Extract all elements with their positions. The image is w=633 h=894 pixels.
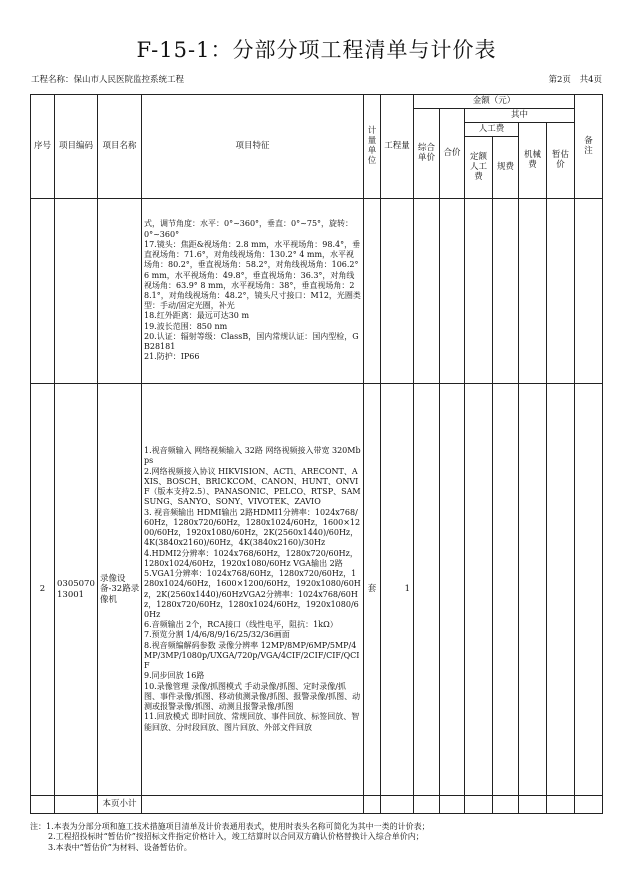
- feature-line: 11.回放模式 即时回放、常规回放、事件回放、标签回放、智能回放、分时段回放、图片回放、外部文件回放: [144, 712, 360, 732]
- feature-line: 7.预览分割 1/4/6/8/9/16/25/32/36画面: [144, 630, 290, 640]
- feature-line: 4.HDMI2分辨率：1024x768/60Hz，1280x720/60Hz，1280x1024/60Hz，1920x1080/60Hz VGA输出 2路: [144, 548, 358, 568]
- header-unit: 计量单位: [364, 95, 381, 199]
- footnotes: [30, 822, 430, 853]
- feature-line: 2.网络视频接入协议 HIKVISION、ACTi、ARECONT、AXIS、BOSCH、BRICKCOM、CANON、HUNT、ONVIF（版本支持2.5）、PANASONIC、PELCO、RTSP、SAMSUNG、SANYO、SONY、VIVOTEK、ZAVIO: [144, 466, 361, 507]
- header-labor: 人工费: [465, 123, 519, 137]
- header-total: 合价: [440, 109, 465, 199]
- subtotal-row: [31, 796, 603, 814]
- feature-line: 10.录像管理 录像/抓图模式 手动录像/抓图、定时录像/抓图、事件录像/抓图、移动侦测录像/抓图、报警录像/抓图、动测或报警录像/抓图、动测且报警录像/抓图: [144, 681, 361, 712]
- feature-line: 3. 视音频输出 HDMI输出 2路HDMI1分辨率：1024x768/60Hz，1280x720/60Hz，1280x1024/60Hz，1600×1200/60Hz，1920x1080/60Hz，2K(2560x1440)/60Hz，4K(3840x2160)/60Hz，4K(3840x2160)/30Hz: [144, 507, 361, 548]
- footnote-line: 2.工程招投标时“暂估价”按招标文件指定价格计入，竣工结算时以合同双方确认价格替换计入综合单价内；: [48, 832, 424, 842]
- header-machine: 机械费: [519, 123, 547, 199]
- header-of-which: 其中: [465, 109, 575, 123]
- table-row: [31, 384, 603, 796]
- feature-line: 19.波长范围：850 nm: [144, 321, 228, 331]
- header-seq: 序号: [31, 95, 55, 199]
- footnote-line: 注：1.本表为分部分项和施工技术措施项目清单及计价表通用表式，使用时表头名称可简化为其中一类的计价表；: [30, 822, 430, 831]
- feature-line: 17.镜头：焦距&视场角：2.8 mm，水平视场角：98.4°，垂直视场角：71.6°，对角线视场角：130.2° 4 mm，水平视场角：80.2°，垂直视场角：58.2°，对角线视场角：106.2° 6 mm，水平视场角：49.8°，垂直视场角：36.3°，对角线视场角：63.9° 8 mm，水平视场角：38°，垂直视场角：28.1°，对角线视场角：48.2°，镜头尺寸接口：M12，光圈类型：手动/固定光圈，补光: [144, 239, 361, 311]
- header-composite-price: 综合单价: [414, 109, 440, 199]
- feature-line: 6.音频输出 2个，RCA接口（线性电平，阻抗：1kΩ）: [144, 620, 338, 630]
- project-name: 工程名称：保山市人民医院监控系统工程: [31, 75, 185, 85]
- subtotal-label: 本页小计: [98, 796, 142, 814]
- header-fees: 规费: [493, 137, 519, 199]
- header-fixed-labor: 定额人工费: [465, 137, 493, 199]
- feature-cell: [142, 199, 364, 384]
- feature-line: 18.红外距离：最远可达30 m: [144, 311, 250, 321]
- row-seq: 2: [31, 384, 55, 796]
- row-qty: 1: [381, 384, 414, 796]
- page-indicator: [542, 73, 602, 85]
- feature-line: 1.视音频输入 网络视频输入 32路 网络视频接入带宽 320Mbps: [144, 446, 361, 466]
- table-row: [31, 199, 603, 384]
- page-total: 共4页: [579, 75, 602, 85]
- page-title: F-15-1：分部分项工程清单与计价表: [136, 38, 497, 62]
- feature-line: 5.VGA1分辨率：1024x768/60Hz，1280x720/60Hz，1280x1024/60Hz，1600×1200/60Hz，1920x1080/60Hz，2K(2560x1440)/60HzVGA2分辨率：1024x768/60Hz，1280x720/60Hz，1280x1024/60Hz，1920x1080/60Hz: [144, 569, 361, 619]
- header-name: 项目名称: [98, 95, 142, 199]
- page-number: 第2页: [548, 75, 571, 85]
- header-remark: 备注: [575, 95, 603, 199]
- footnote-line: 3.本表中“暂估价”为材料、设备暂估价。: [48, 842, 192, 852]
- row-name: 录像设备-32路录像机: [98, 384, 142, 796]
- feature-line: 20.认证：辐射等级：ClassB，国内常规认证：国内型检，GB28181: [144, 331, 359, 352]
- header-provisional: 暂估价: [547, 123, 575, 199]
- feature-line: 21.防护：IP66: [144, 352, 200, 362]
- header-feature: 项目特征: [142, 95, 364, 199]
- row-code: 030507013001: [55, 384, 98, 796]
- feature-line: 9.同步回放 16路: [144, 671, 205, 681]
- bill-table: [30, 94, 603, 814]
- header-amount: 金额（元）: [414, 95, 575, 109]
- feature-cell: [142, 384, 364, 796]
- row-unit: 套: [364, 384, 381, 796]
- feature-line: 8.视音频编解码参数 录像分辨率 12MP/8MP/6MP/5MP/4MP/3MP/1080p/UXGA/720p/VGA/4CIF/2CIF/CIF/QCIF: [144, 640, 360, 671]
- feature-line: 式，调节角度：水平：0°~360°，垂直：0°~75°，旋转：0°~360°: [144, 219, 354, 239]
- header-qty: 工程量: [381, 95, 414, 199]
- header-code: 项目编码: [55, 95, 98, 199]
